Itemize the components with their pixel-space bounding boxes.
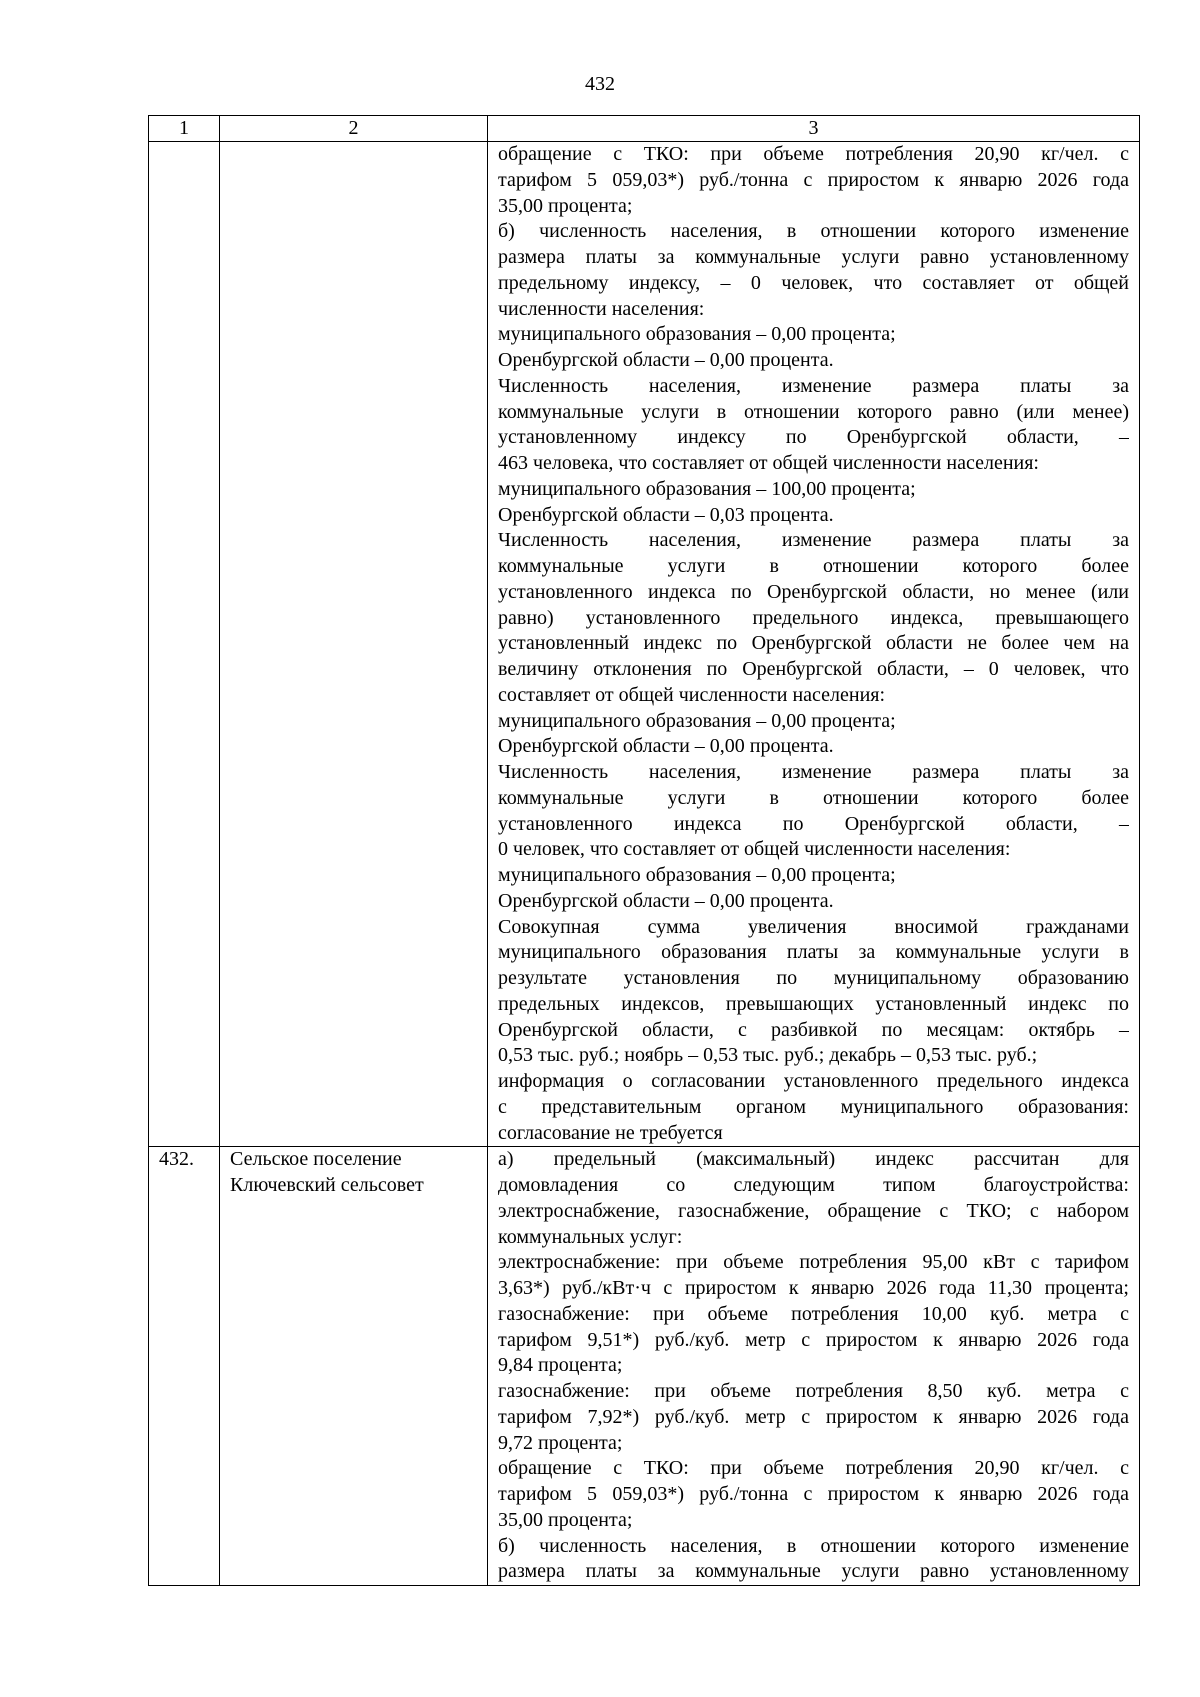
column-header-1: 1 [149,116,220,142]
description-line: а) предельный (максимальный) индекс рассчитан для [498,1148,1129,1171]
description-line: муниципального образования – 100,00 процента; [498,477,916,500]
description-line: электроснабжение, газоснабжение, обращение с ТКО; с набором [498,1199,1129,1222]
description-line: домовладения со следующим типом благоустройства: [498,1174,1129,1196]
settlement-name-cell [220,142,488,1147]
description-line: установленного индекса по Оренбургской области, – [498,812,1129,835]
description-line: Оренбургской области, с разбивкой по месяцам: октябрь – [498,1018,1129,1041]
description-line: муниципального образования – 0,00 процента; [498,709,896,732]
description-line: тарифом 5 059,03*) руб./тонна с приростом к январю 2026 года [498,1483,1129,1505]
description-line: муниципального образования – 0,00 процента; [498,864,896,886]
settlement-name-line: Сельское поселение [230,1148,402,1171]
description-line: численности населения: [498,297,705,320]
description-line: равно) установленного предельного индекса, превышающего [498,606,1129,629]
description-line: 9,84 процента; [498,1354,623,1377]
table-row [149,1147,1140,1586]
description-line: муниципального образования – 0,00 процента; [498,323,896,346]
description-line: Численность населения, изменение размера платы за [498,529,1129,552]
settlement-name-line: Ключевский сельсовет [230,1174,424,1196]
row-number-cell [149,1147,220,1586]
description-line: муниципального образования платы за коммунальные услуги в [498,941,1129,964]
settlement-name-cell [220,1147,488,1586]
description-line: Оренбургской области – 0,00 процента. [498,889,834,912]
description-line: тарифом 9,51*) руб./куб. метр с приростом к январю 2026 года [498,1328,1129,1351]
description-line: составляет от общей численности населения: [498,683,886,706]
description-line: 0 человек, что составляет от общей численности населения: [498,838,1011,861]
description-line: установленного индекса по Оренбургской области, но менее (или [498,580,1129,603]
description-line: предельных индексов, превышающих установленный индекс по [498,992,1129,1015]
description-line: газоснабжение: при объеме потребления 10,00 куб. метра с [498,1302,1129,1325]
description-line: Оренбургской области – 0,00 процента. [498,349,834,371]
description-line: Численность населения, изменение размера платы за [498,761,1129,783]
description-line: результате установления по муниципальному образованию [498,967,1129,989]
description-line: величину отклонения по Оренбургской области, – 0 человек, что [498,658,1129,680]
description-line: коммунальные услуги в отношении которого более [498,786,1129,809]
description-line: 463 человека, что составляет от общей численности населения: [498,452,1039,474]
description-line: согласование не требуется [498,1121,723,1144]
description-line: коммунальные услуги в отношении которого равно (или менее) [498,400,1129,423]
table-header-row [149,116,1140,142]
description-line: 3,63*) руб./кВт·ч с приростом к январю 2026 года 11,30 процента; [498,1277,1129,1299]
description-line: б) численность населения, в отношении которого изменение [498,1534,1129,1557]
description-line: предельному индексу, – 0 человек, что составляет от общей [498,271,1129,294]
description-line: тарифом 5 059,03*) руб./тонна с приростом к январю 2026 года [498,168,1129,191]
description-line: 9,72 процента; [498,1431,623,1454]
description-line: установленный индекс по Оренбургской области не более чем на [498,632,1129,655]
description-line: с представительным органом муниципального образования: [498,1095,1129,1118]
description-line: 35,00 процента; [498,194,633,217]
description-line: Оренбургской области – 0,03 процента. [498,503,834,526]
description-line: 0,53 тыс. руб.; ноябрь – 0,53 тыс. руб.; декабрь – 0,53 тыс. руб.; [498,1044,1038,1067]
description-line: б) численность населения, в отношении которого изменение [498,220,1129,243]
column-header-3: 3 [488,116,1140,142]
description-line: установленному индексу по Оренбургской области, – [498,426,1129,449]
row-number: 432. [159,1148,194,1171]
page-number: 432 [585,73,615,95]
description-line: обращение с ТКО: при объеме потребления 20,90 кг/чел. с [498,143,1129,165]
description-line: Совокупная сумма увеличения вносимой гражданами [498,915,1129,938]
document-table [148,115,1140,1586]
description-line: коммунальные услуги в отношении которого более [498,555,1129,577]
description-line: размера платы за коммунальные услуги равно установленному [498,1560,1129,1583]
description-line: информация о согласовании установленного предельного индекса [498,1070,1129,1092]
table-row [149,142,1140,1147]
description-line: обращение с ТКО: при объеме потребления 20,90 кг/чел. с [498,1457,1129,1480]
row-number-cell [149,142,220,1147]
description-line: газоснабжение: при объеме потребления 8,50 куб. метра с [498,1380,1129,1402]
description-line: Оренбургской области – 0,00 процента. [498,735,834,758]
description-line: 35,00 процента; [498,1508,633,1531]
description-line: коммунальных услуг: [498,1225,683,1248]
description-line: тарифом 7,92*) руб./куб. метр с приростом к январю 2026 года [498,1405,1129,1428]
description-line: электроснабжение: при объеме потребления 95,00 кВт с тарифом [498,1251,1129,1274]
description-cell [488,142,1140,1147]
description-cell [488,1147,1140,1586]
column-header-2: 2 [220,116,488,142]
description-line: размера платы за коммунальные услуги равно установленному [498,246,1129,268]
description-line: Численность населения, изменение размера платы за [498,374,1129,397]
